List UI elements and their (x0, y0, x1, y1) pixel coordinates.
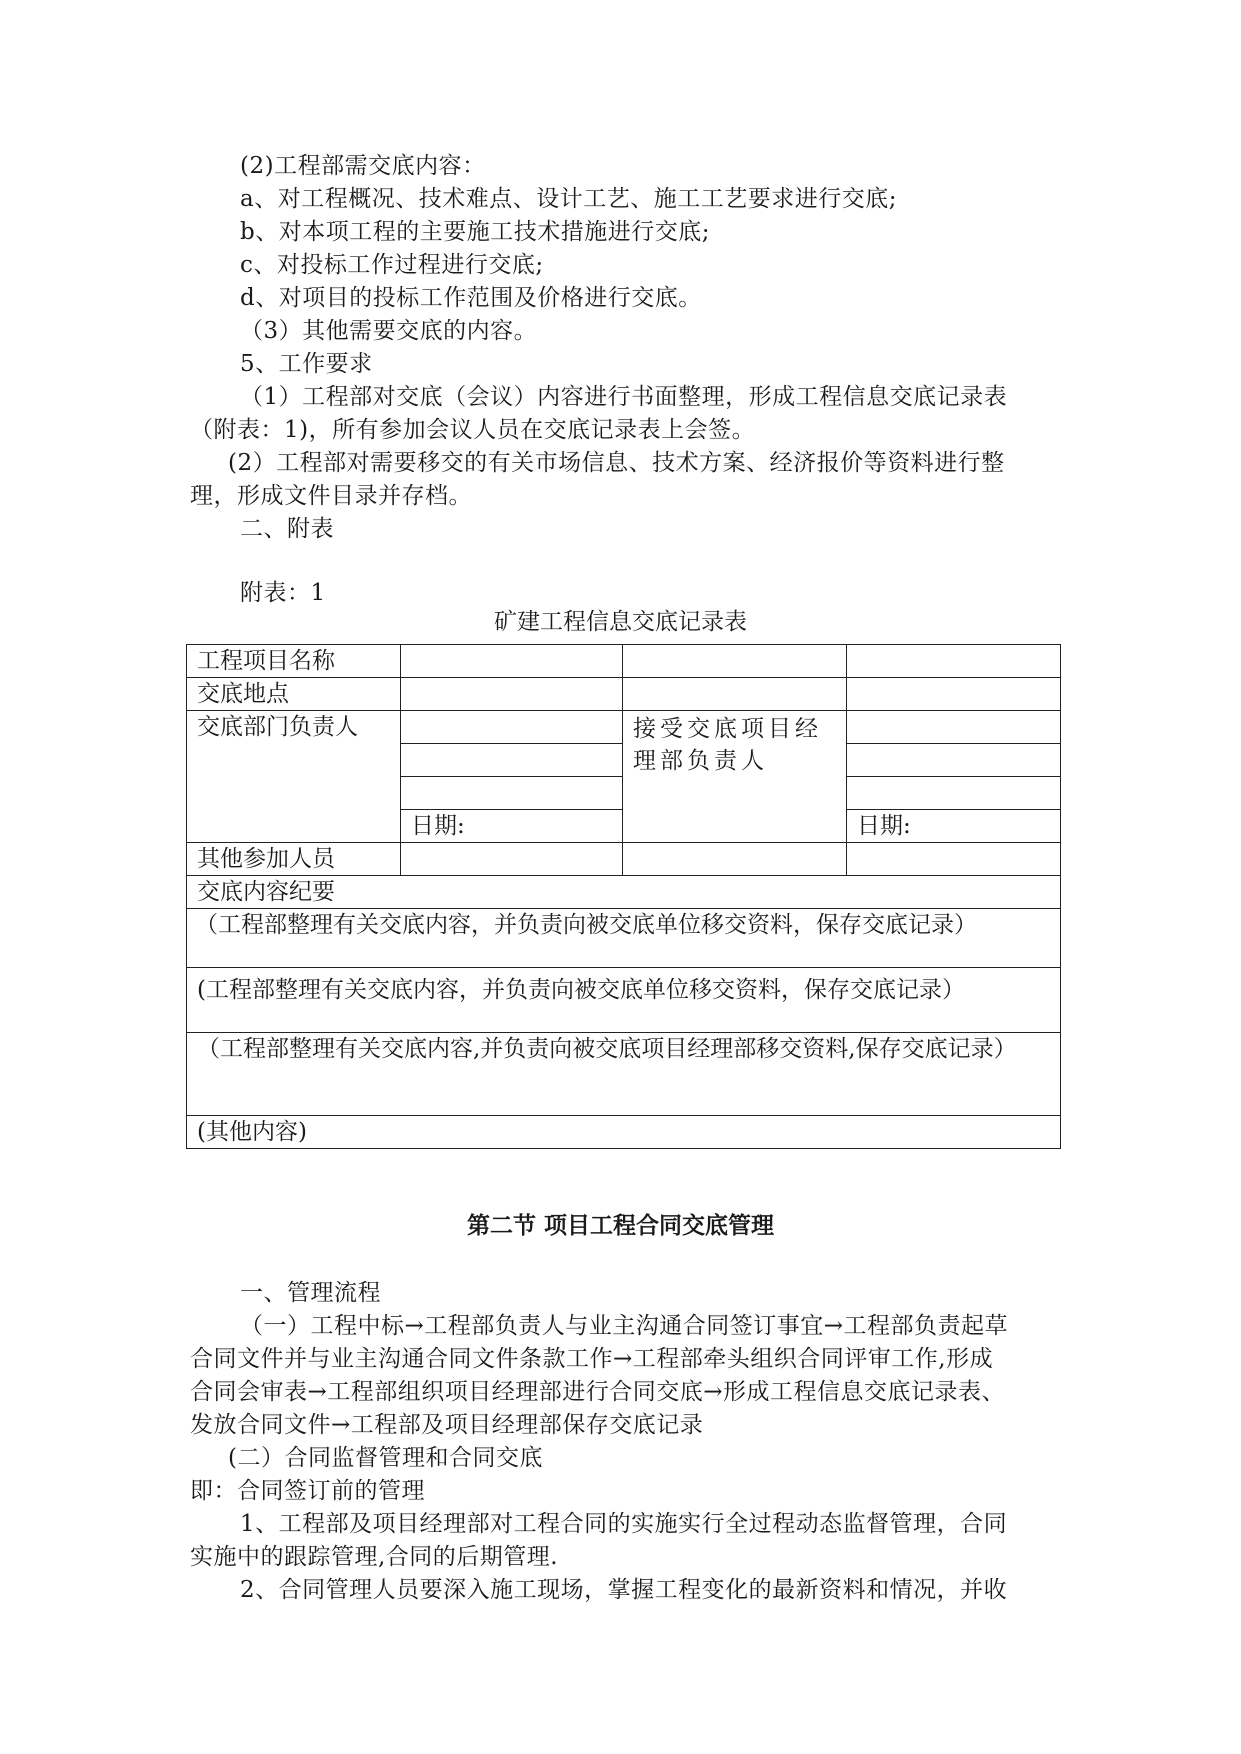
summary-label: 交底内容纪要 (187, 876, 1061, 909)
summary-row: (其他内容) (187, 1116, 1061, 1149)
paragraph-line: d、对项目的投标工作范围及价格进行交底。 (240, 285, 702, 311)
section-line: 合同文件并与业主沟通合同文件条款工作→工程部牵头组织合同评审工作,形成 (190, 1346, 994, 1372)
receiver-cell (847, 711, 1061, 744)
receiver-cell (847, 777, 1061, 810)
date-right: 日期: (847, 810, 1061, 843)
table-row (187, 968, 1061, 1033)
paragraph-line: b、对本项工程的主要施工技术措施进行交底; (240, 219, 710, 245)
location-cell (847, 678, 1061, 711)
others-cell (847, 843, 1061, 876)
table-row (187, 876, 1061, 909)
table-row (187, 1033, 1061, 1116)
section-line: 实施中的跟踪管理,合同的后期管理. (190, 1544, 559, 1570)
dept-head-cell (401, 744, 623, 777)
section-line: (二）合同监督管理和合同交底 (228, 1445, 543, 1471)
table-row (187, 909, 1061, 968)
location-label: 交底地点 (187, 678, 401, 711)
location-cell (401, 678, 623, 711)
table-row (187, 645, 1061, 678)
section-line: 2、合同管理人员要深入施工现场，掌握工程变化的最新资料和情况，并收 (240, 1577, 1008, 1603)
section-line: 一、管理流程 (240, 1280, 381, 1306)
section-line: 即：合同签订前的管理 (190, 1478, 425, 1504)
record-table (186, 644, 1061, 1149)
section-line: 合同会审表→工程部组织项目经理部进行合同交底→形成工程信息交底记录表、 (190, 1379, 1006, 1405)
section-line: 发放合同文件→工程部及项目经理部保存交底记录 (190, 1412, 704, 1438)
table-row (187, 711, 1061, 744)
table-row (187, 1116, 1061, 1149)
table-caption: 矿建工程信息交底记录表 (494, 609, 747, 635)
receiver-cell (847, 744, 1061, 777)
project-name-label: 工程项目名称 (187, 645, 401, 678)
paragraph-line: (2)工程部需交底内容： (240, 153, 486, 179)
section-line: （一）工程中标→工程部负责人与业主沟通合同签订事宜→工程部负责起草 (240, 1313, 1009, 1339)
project-name-cell (401, 645, 623, 678)
dept-head-label: 交底部门负责人 (187, 711, 401, 843)
paragraph-line: a、对工程概况、技术难点、设计工艺、施工工艺要求进行交底; (240, 186, 897, 212)
dept-head-cell (401, 711, 623, 744)
paragraph-line: 理，形成文件目录并存档。 (190, 483, 472, 509)
table-row (187, 843, 1061, 876)
paragraph-line: (2）工程部对需要移交的有关市场信息、技术方案、经济报价等资料进行整 (228, 450, 1005, 476)
others-cell (401, 843, 623, 876)
project-name-cell (847, 645, 1061, 678)
dept-head-cell (401, 777, 623, 810)
paragraph-line: （3）其他需要交底的内容。 (240, 318, 538, 344)
receiver-label: 接受交底项目经理部负责人 (623, 711, 847, 843)
section-line: 1、工程部及项目经理部对工程合同的实施实行全过程动态监督管理，合同 (240, 1511, 1008, 1537)
paragraph-line: c、对投标工作过程进行交底; (240, 252, 544, 278)
summary-row: (工程部整理有关交底内容，并负责向被交底单位移交资料，保存交底记录） (187, 968, 1061, 1033)
paragraph-line: （1）工程部对交底（会议）内容进行书面整理，形成工程信息交底记录表 (240, 384, 1008, 410)
paragraph-line: 二、附表 (240, 516, 334, 542)
paragraph-line: （附表：1)，所有参加会议人员在交底记录表上会签。 (190, 417, 756, 443)
date-left: 日期: (401, 810, 623, 843)
others-cell (623, 843, 847, 876)
location-cell (623, 678, 847, 711)
paragraph-line: 5、工作要求 (240, 351, 373, 377)
table-row (187, 678, 1061, 711)
summary-row: （工程部整理有关交底内容，并负责向被交底单位移交资料，保存交底记录） (187, 909, 1061, 968)
others-label: 其他参加人员 (187, 843, 401, 876)
project-name-cell (623, 645, 847, 678)
summary-row: （工程部整理有关交底内容,并负责向被交底项目经理部移交资料,保存交底记录） (187, 1033, 1061, 1116)
section-heading: 第二节 项目工程合同交底管理 (466, 1213, 774, 1239)
paragraph-line: 附表：1 (240, 580, 326, 606)
